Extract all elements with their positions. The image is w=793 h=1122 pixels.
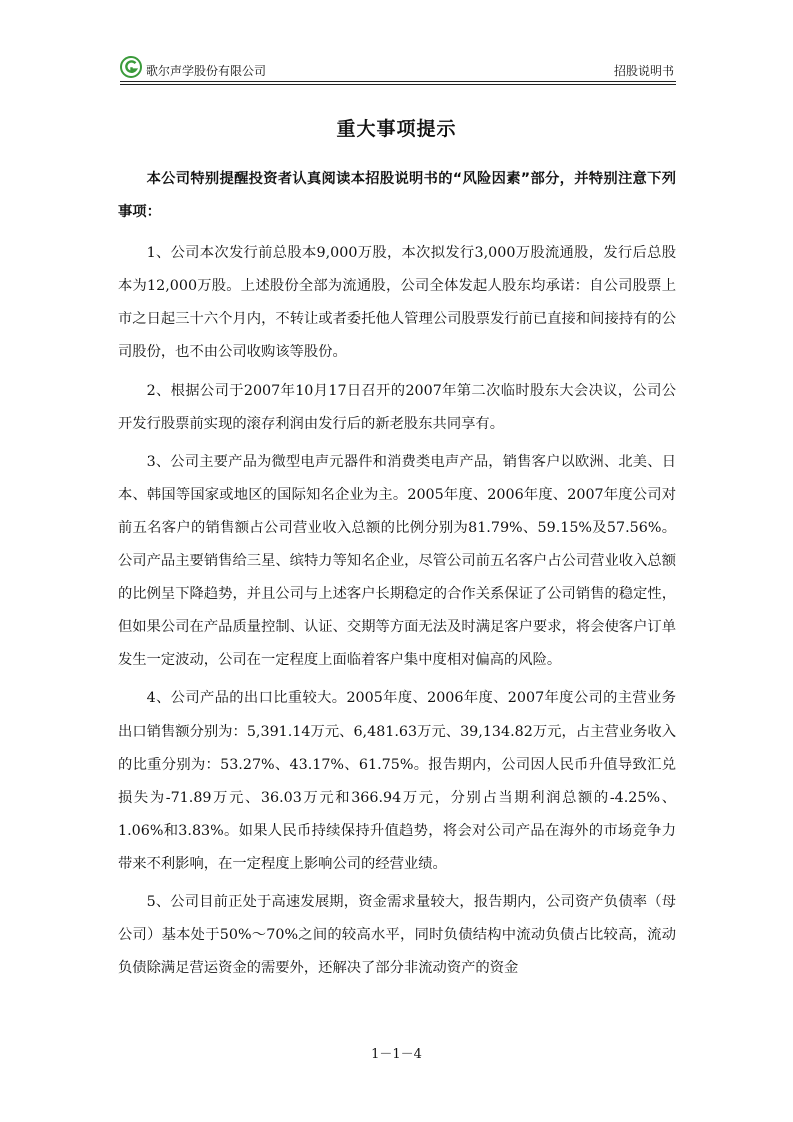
document-type: 招股说明书 [613,64,674,78]
header-divider [120,81,676,82]
page-number: 1－1－4 [371,1047,422,1062]
header-divider-secondary [120,84,676,85]
company-name: 歌尔声学股份有限公司 [146,64,267,78]
item-paragraph-2: 2、根据公司于2007年10月17日召开的2007年第二次临时股东大会决议，公司公开发行股票前实现的滚存利润由发行后的新老股东共同享有。 [118,382,676,432]
intro-paragraph: 本公司特别提醒投资者认真阅读本招股说明书的“风险因素”部分，并特别注意下列事项： [118,171,676,221]
item-paragraph-1: 1、公司本次发行前总股本9,000万股，本次拟发行3,000万股流通股，发行后总股本为12,000万股。上述股份全部为流通股，公司全体发起人股东均承诺：自公司股票上市之日起三十六个月内，不转让或者委托他人管理公司股票发行前已直接和间接持有的公司股份，也不由公司收购该等股份。 [118,245,676,361]
company-logo-icon [120,56,142,78]
item-paragraph-4: 4、公司产品的出口比重较大。2005年度、2006年度、2007年度公司的主营业务出口销售额分别为：5,391.14万元、6,481.63万元、39,134.82万元，占主营业务收入的比重分别为：53.27%、43.17%、61.75%。报告期内，公司因人民币升值导致汇兑损失为-71.89万元、36.03万元和366.94万元，分别占当期利润总额的-4.25%、1.06%和3.83%。如果人民币持续保持升值趋势，将会对公司产品在海外的市场竞争力带来不利影响，在一定程度上影响公司的经营业绩。 [118,690,676,872]
page-header [120,56,676,80]
item-paragraph-3: 3、公司主要产品为微型电声元器件和消费类电声产品，销售客户以欧洲、北美、日本、韩国等国家或地区的国际知名企业为主。2005年度、2006年度、2007年度公司对前五名客户的销售额占公司营业收入总额的比例分别为81.79%、59.15%及57.56%。公司产品主要销售给三星、缤特力等知名企业，尽管公司前五名客户占公司营业收入总额的比例呈下降趋势，并且公司与上述客户长期稳定的合作关系保证了公司销售的稳定性，但如果公司在产品质量控制、认证、交期等方面无法及时满足客户要求，将会使客户订单发生一定波动，公司在一定程度上面临着客户集中度相对偏高的风险。 [118,453,676,669]
page-title: 重大事项提示 [336,118,457,140]
document-body [118,163,676,990]
item-paragraph-5: 5、公司目前正处于高速发展期，资金需求量较大，报告期内，公司资产负债率（母公司）基本处于50%～70%之间的较高水平，同时负债结构中流动负债占比较高，流动负债除满足营运资金的需要外，还解决了部分非流动资产的资金 [118,893,676,977]
